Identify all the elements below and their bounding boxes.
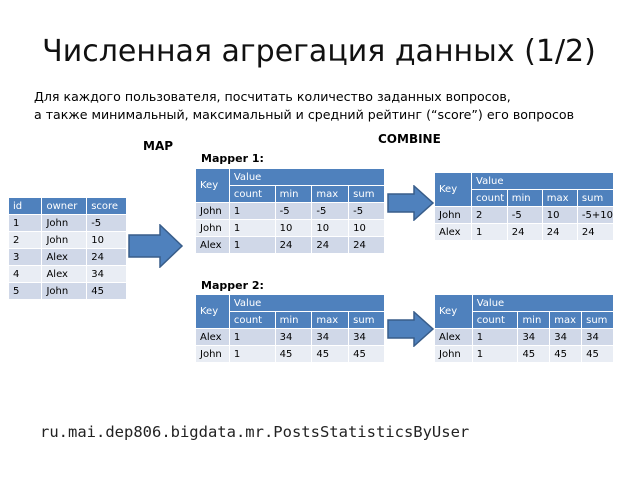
key-header: Key	[435, 173, 472, 207]
table-row	[196, 329, 385, 346]
table-cell: John	[42, 232, 87, 249]
key-header: Key	[435, 295, 473, 329]
map-label: MAP	[143, 139, 174, 153]
input-table	[8, 197, 127, 300]
column-header: max	[550, 312, 582, 329]
table-cell: 45	[275, 346, 312, 363]
table-cell: 45	[312, 346, 349, 363]
table-cell: 1	[229, 220, 275, 237]
table-cell: John	[196, 203, 230, 220]
table-cell: 34	[518, 329, 550, 346]
column-header: count	[229, 312, 275, 329]
table-row	[435, 207, 614, 224]
table-cell: 34	[582, 329, 614, 346]
table-cell: 1	[229, 346, 275, 363]
table-cell: 1	[472, 346, 518, 363]
table-cell: 34	[312, 329, 349, 346]
table-cell: 34	[349, 329, 385, 346]
table-cell: 24	[542, 224, 577, 241]
table-row	[435, 346, 614, 363]
subtitle-line-1: Для каждого пользователя, посчитать количество заданных вопросов,	[34, 89, 511, 104]
table-cell: 1	[472, 329, 518, 346]
slide-subtitle	[34, 88, 614, 124]
table-cell: 5	[9, 283, 42, 300]
table-cell: 4	[9, 266, 42, 283]
table-cell: 24	[507, 224, 542, 241]
table-row	[9, 232, 127, 249]
column-header: max	[312, 312, 349, 329]
table-header-row	[196, 295, 385, 312]
table-cell: John	[196, 220, 230, 237]
column-header: sum	[349, 312, 385, 329]
combine1-table	[434, 172, 614, 241]
column-header: min	[507, 190, 542, 207]
column-header: id	[9, 198, 42, 215]
table-row	[435, 329, 614, 346]
combine-label: COMBINE	[378, 132, 441, 146]
table-cell: -5	[275, 203, 312, 220]
mapper1-table	[195, 168, 385, 254]
table-header-row	[196, 169, 385, 186]
table-cell: 1	[229, 203, 275, 220]
column-header: sum	[349, 186, 385, 203]
table-cell: Alex	[435, 224, 472, 241]
column-header: max	[542, 190, 577, 207]
table-row	[9, 266, 127, 283]
table-cell: John	[42, 215, 87, 232]
table-cell: 3	[9, 249, 42, 266]
table-row	[9, 249, 127, 266]
table-row	[9, 283, 127, 300]
right-arrow-icon	[128, 224, 184, 268]
table-cell: -5	[349, 203, 385, 220]
table-row	[9, 215, 127, 232]
column-header: sum	[582, 312, 614, 329]
right-arrow-icon	[387, 185, 435, 221]
table-cell: 24	[87, 249, 127, 266]
value-header: Value	[229, 169, 384, 186]
table-row	[435, 224, 614, 241]
table-cell: Alex	[196, 237, 230, 254]
table-cell: 2	[9, 232, 42, 249]
table-cell: -5+10	[577, 207, 613, 224]
mapper2-table	[195, 294, 385, 363]
table-cell: Alex	[196, 329, 230, 346]
column-header: score	[87, 198, 127, 215]
slide-title: Численная агрегация данных (1/2)	[42, 34, 596, 69]
column-header: max	[312, 186, 349, 203]
table-cell: 2	[472, 207, 508, 224]
table-cell: 1	[229, 329, 275, 346]
subtitle-line-2: а также минимальный, максимальный и средний рейтинг (“score”) его вопросов	[34, 107, 574, 122]
table-cell: 45	[550, 346, 582, 363]
value-header: Value	[472, 295, 613, 312]
table-cell: 34	[87, 266, 127, 283]
combine2-table	[434, 294, 614, 363]
table-cell: 10	[312, 220, 349, 237]
mapper2-label: Mapper 2:	[201, 279, 264, 292]
table-cell: Alex	[42, 266, 87, 283]
table-cell: 10	[275, 220, 312, 237]
value-header: Value	[229, 295, 384, 312]
table-cell: 10	[87, 232, 127, 249]
table-cell: 45	[349, 346, 385, 363]
table-cell: 10	[349, 220, 385, 237]
table-cell: -5	[507, 207, 542, 224]
table-row	[196, 346, 385, 363]
column-header: min	[518, 312, 550, 329]
column-header: min	[275, 186, 312, 203]
table-row	[196, 220, 385, 237]
column-header: sum	[577, 190, 613, 207]
mapper1-label: Mapper 1:	[201, 152, 264, 165]
table-row	[196, 237, 385, 254]
table-cell: -5	[312, 203, 349, 220]
table-cell: 24	[349, 237, 385, 254]
table-cell: 34	[550, 329, 582, 346]
column-header: count	[472, 190, 508, 207]
right-arrow-icon	[387, 311, 435, 347]
table-cell: John	[435, 207, 472, 224]
table-cell: 1	[472, 224, 508, 241]
footer-class-name: ru.mai.dep806.bigdata.mr.PostsStatisticsByUser	[40, 423, 470, 441]
table-row	[196, 203, 385, 220]
column-header: count	[472, 312, 518, 329]
value-header: Value	[472, 173, 614, 190]
table-cell: John	[196, 346, 230, 363]
table-cell: 24	[577, 224, 613, 241]
table-cell: -5	[87, 215, 127, 232]
table-cell: 1	[9, 215, 42, 232]
table-header-row	[9, 198, 127, 215]
table-cell: 10	[542, 207, 577, 224]
column-header: owner	[42, 198, 87, 215]
table-cell: John	[42, 283, 87, 300]
table-cell: John	[435, 346, 473, 363]
table-header-row	[435, 295, 614, 312]
table-cell: 45	[87, 283, 127, 300]
table-cell: 45	[518, 346, 550, 363]
table-cell: 24	[275, 237, 312, 254]
table-cell: 45	[582, 346, 614, 363]
table-cell: Alex	[42, 249, 87, 266]
column-header: count	[229, 186, 275, 203]
key-header: Key	[196, 169, 230, 203]
column-header: min	[275, 312, 312, 329]
table-header-row	[435, 173, 614, 190]
table-cell: 34	[275, 329, 312, 346]
table-cell: 1	[229, 237, 275, 254]
table-cell: Alex	[435, 329, 473, 346]
table-cell: 24	[312, 237, 349, 254]
key-header: Key	[196, 295, 230, 329]
